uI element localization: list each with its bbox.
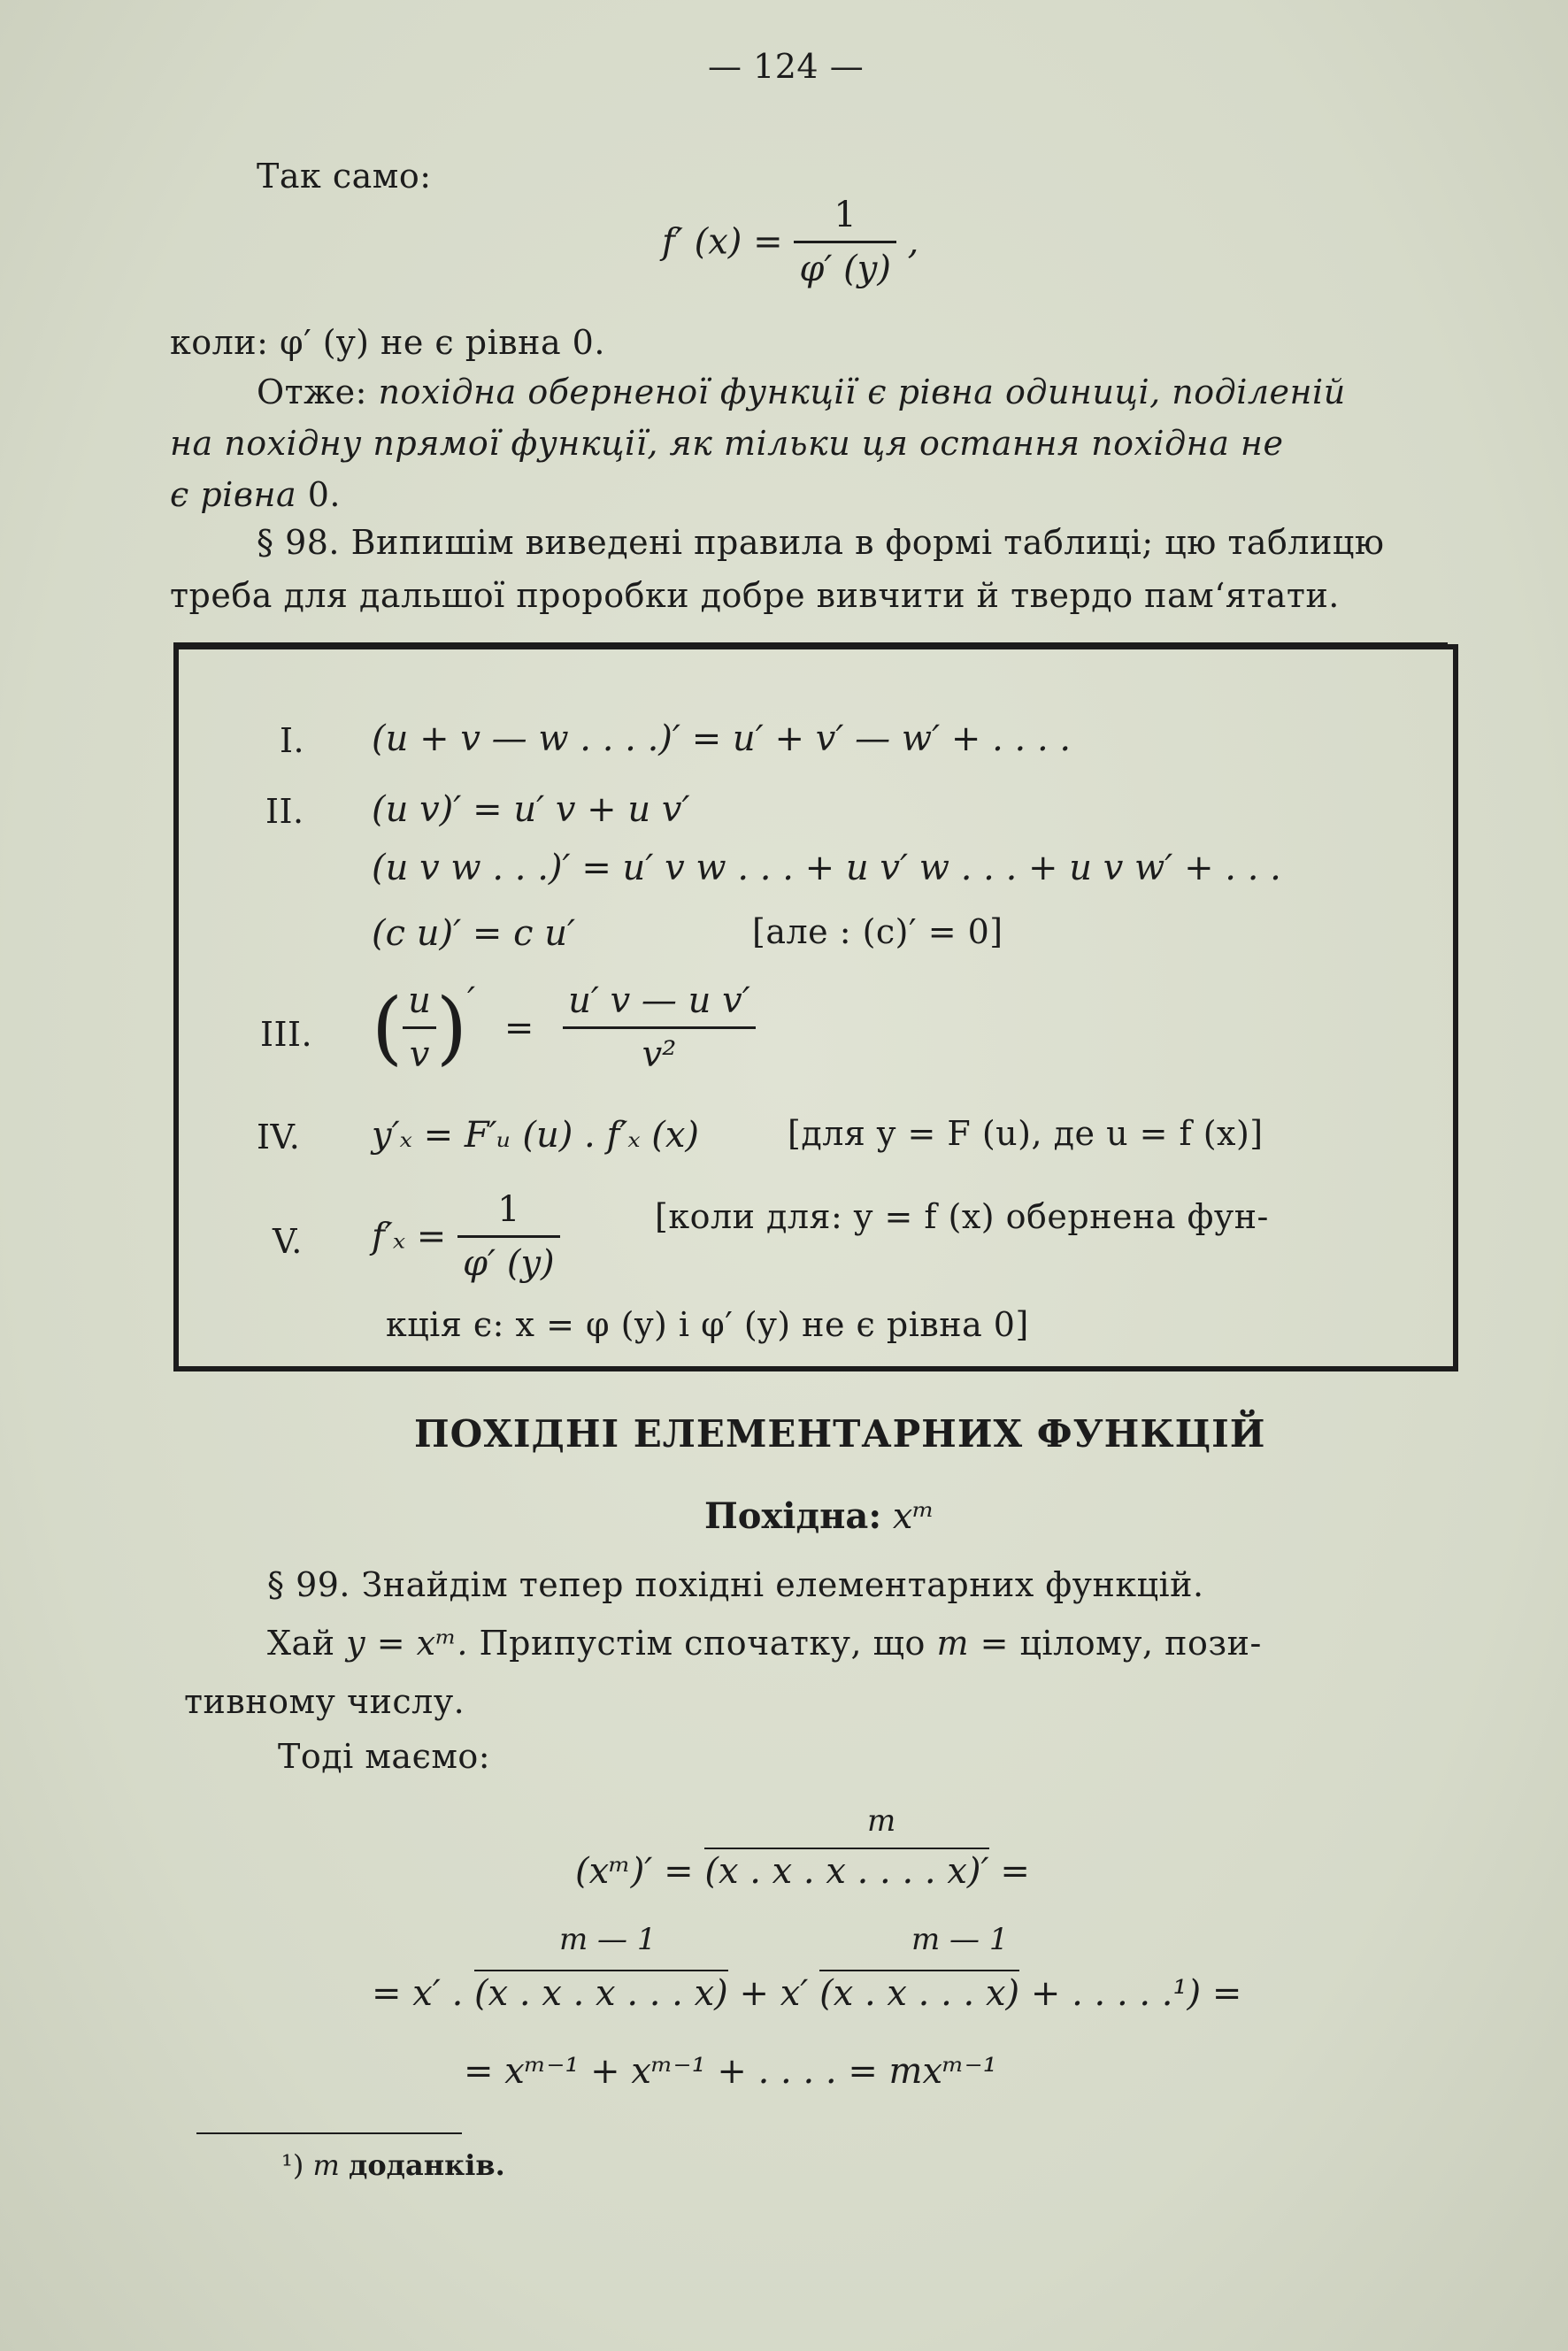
row-formula-2c: (c u)′ = c u′ xyxy=(372,913,576,954)
conclusion-lead: Отже: xyxy=(257,373,367,411)
intro-label: Так само: xyxy=(257,157,432,196)
row-note-2c: [але : (c)′ = 0] xyxy=(752,912,1003,951)
row5-den: φ′ (y) xyxy=(457,1235,560,1284)
deriv2-over-label2: m — 1 xyxy=(911,1922,1009,1957)
para99-line1: § 99. Знайдім тепер похідні елементарних функцій. xyxy=(267,1565,1204,1604)
page-number: — 124 — xyxy=(708,47,865,86)
eq1-denominator: φ′ (y) xyxy=(794,241,896,289)
quotient-lhs-den: v xyxy=(403,1026,436,1075)
row-formula-4: y′ₓ = F′ᵤ (u) . f′ₓ (x) xyxy=(372,1115,700,1156)
row5-lhs: f′ₓ = xyxy=(372,1216,447,1257)
para99-expr2: m = xyxy=(936,1624,1009,1663)
prime: ′ xyxy=(467,980,476,1021)
paren-open: ( xyxy=(372,981,404,1074)
quotient-rhs xyxy=(563,980,756,1075)
deriv1-tail: = xyxy=(1000,1851,1030,1892)
subtitle xyxy=(704,1495,934,1537)
footnote-rule xyxy=(196,2132,462,2134)
eq1-lhs: f′ (x) = xyxy=(662,221,783,263)
subtitle-expr: xᵐ xyxy=(892,1496,934,1537)
row-formula-3 xyxy=(372,980,756,1075)
deriv2-body1: (x . x . x . . . x) xyxy=(474,1970,728,2014)
deriv2-lead: = x′ . xyxy=(372,1973,464,2014)
row5-fraction xyxy=(457,1189,560,1284)
row5-continuation: кція є: x = φ (y) і φ′ (y) не є рівна 0] xyxy=(386,1305,1029,1344)
deriv-line1 xyxy=(575,1851,1030,1892)
deriv2-mid: + x′ xyxy=(739,1973,809,2014)
paren-close: ) xyxy=(435,981,468,1074)
conclusion-line3-italic: є рівна xyxy=(170,475,297,514)
row-note-4: [для y = F (u), де u = f (x)] xyxy=(788,1114,1264,1153)
eq1-tail: , xyxy=(907,221,919,263)
footnote-text: доданків. xyxy=(349,2148,505,2182)
deriv2-over-label1: m — 1 xyxy=(559,1922,657,1957)
condition-line: коли: φ′ (y) не є рівна 0. xyxy=(170,323,605,362)
para99-line4: Тоді маємо: xyxy=(278,1737,491,1776)
row-formula-5 xyxy=(372,1189,560,1284)
equation-inverse-derivative xyxy=(662,195,919,289)
row-label-2: II. xyxy=(265,792,304,831)
row-label-4: IV. xyxy=(257,1118,301,1156)
conclusion-line2: на похідну прямої функції, як тільки ця остання похідна не xyxy=(170,424,1284,463)
section-title: ПОХІДНІ ЕЛЕМЕНТАРНИХ ФУНКЦІЙ xyxy=(414,1412,1266,1456)
quotient-rhs-den: v² xyxy=(563,1026,756,1075)
deriv-line3: = xᵐ⁻¹ + xᵐ⁻¹ + . . . . = mxᵐ⁻¹ xyxy=(464,2051,997,2092)
row-label-3: III. xyxy=(260,1015,313,1054)
eq1-fraction xyxy=(794,195,896,289)
conclusion-line3 xyxy=(170,475,342,514)
conclusion-text1: похідна оберненої функції є рівна одиниці, поділеній xyxy=(378,373,1346,411)
row-formula-1: (u + v — w . . . .)′ = u′ + v′ — w′ + . . . . xyxy=(372,718,1072,759)
footnote xyxy=(281,2148,505,2182)
deriv2-body2: (x . x . . . x) xyxy=(819,1970,1019,2014)
subtitle-label: Похідна: xyxy=(704,1495,882,1537)
row-formula-2: (u v)′ = u′ v + u v′ xyxy=(372,789,690,830)
conclusion-line3-tail: 0. xyxy=(307,475,342,514)
para99-lead: Хай xyxy=(267,1624,335,1663)
para99-expr: y = xᵐ. xyxy=(346,1624,468,1663)
row-formula-2b: (u v w . . .)′ = u′ v w . . . + u v′ w . . . + u v w′ + . . . xyxy=(372,848,1281,888)
deriv1-over-label: m xyxy=(867,1803,896,1839)
conclusion-line1 xyxy=(257,375,1346,409)
para98-line1: § 98. Випишім виведені правила в формі таблиці; цю таблицю xyxy=(257,523,1385,562)
row-label-5: V. xyxy=(273,1222,303,1261)
footnote-mark: ¹) xyxy=(281,2148,304,2182)
quotient-lhs-num: u xyxy=(408,980,431,1021)
quotient-lhs xyxy=(403,980,436,1075)
para99-tail: цілому, пози- xyxy=(1019,1624,1262,1663)
para98-line2: треба для дальшої проробки добре вивчити й твердо пам‘ятати. xyxy=(170,576,1340,615)
deriv1-body: (x . x . x . . . . x)′ xyxy=(704,1848,988,1892)
para99-mid: Припустім спочатку, що xyxy=(479,1624,926,1663)
row5-num: 1 xyxy=(497,1189,520,1230)
row-note-5: [коли для: y = f (x) обернена фун- xyxy=(655,1197,1269,1236)
equals: = xyxy=(503,1007,534,1049)
deriv2-tail: + . . . . .¹) = xyxy=(1030,1973,1242,2014)
para99-line3: тивному числу. xyxy=(184,1682,465,1721)
footnote-var: m xyxy=(312,2148,340,2182)
deriv-line2 xyxy=(372,1973,1241,2014)
row-label-1: I. xyxy=(280,721,305,760)
para99-line2 xyxy=(267,1624,1262,1663)
quotient-rhs-num: u′ v — u v′ xyxy=(568,980,750,1021)
eq1-numerator: 1 xyxy=(834,195,857,235)
deriv1-lhs: (xᵐ)′ = xyxy=(575,1851,694,1892)
